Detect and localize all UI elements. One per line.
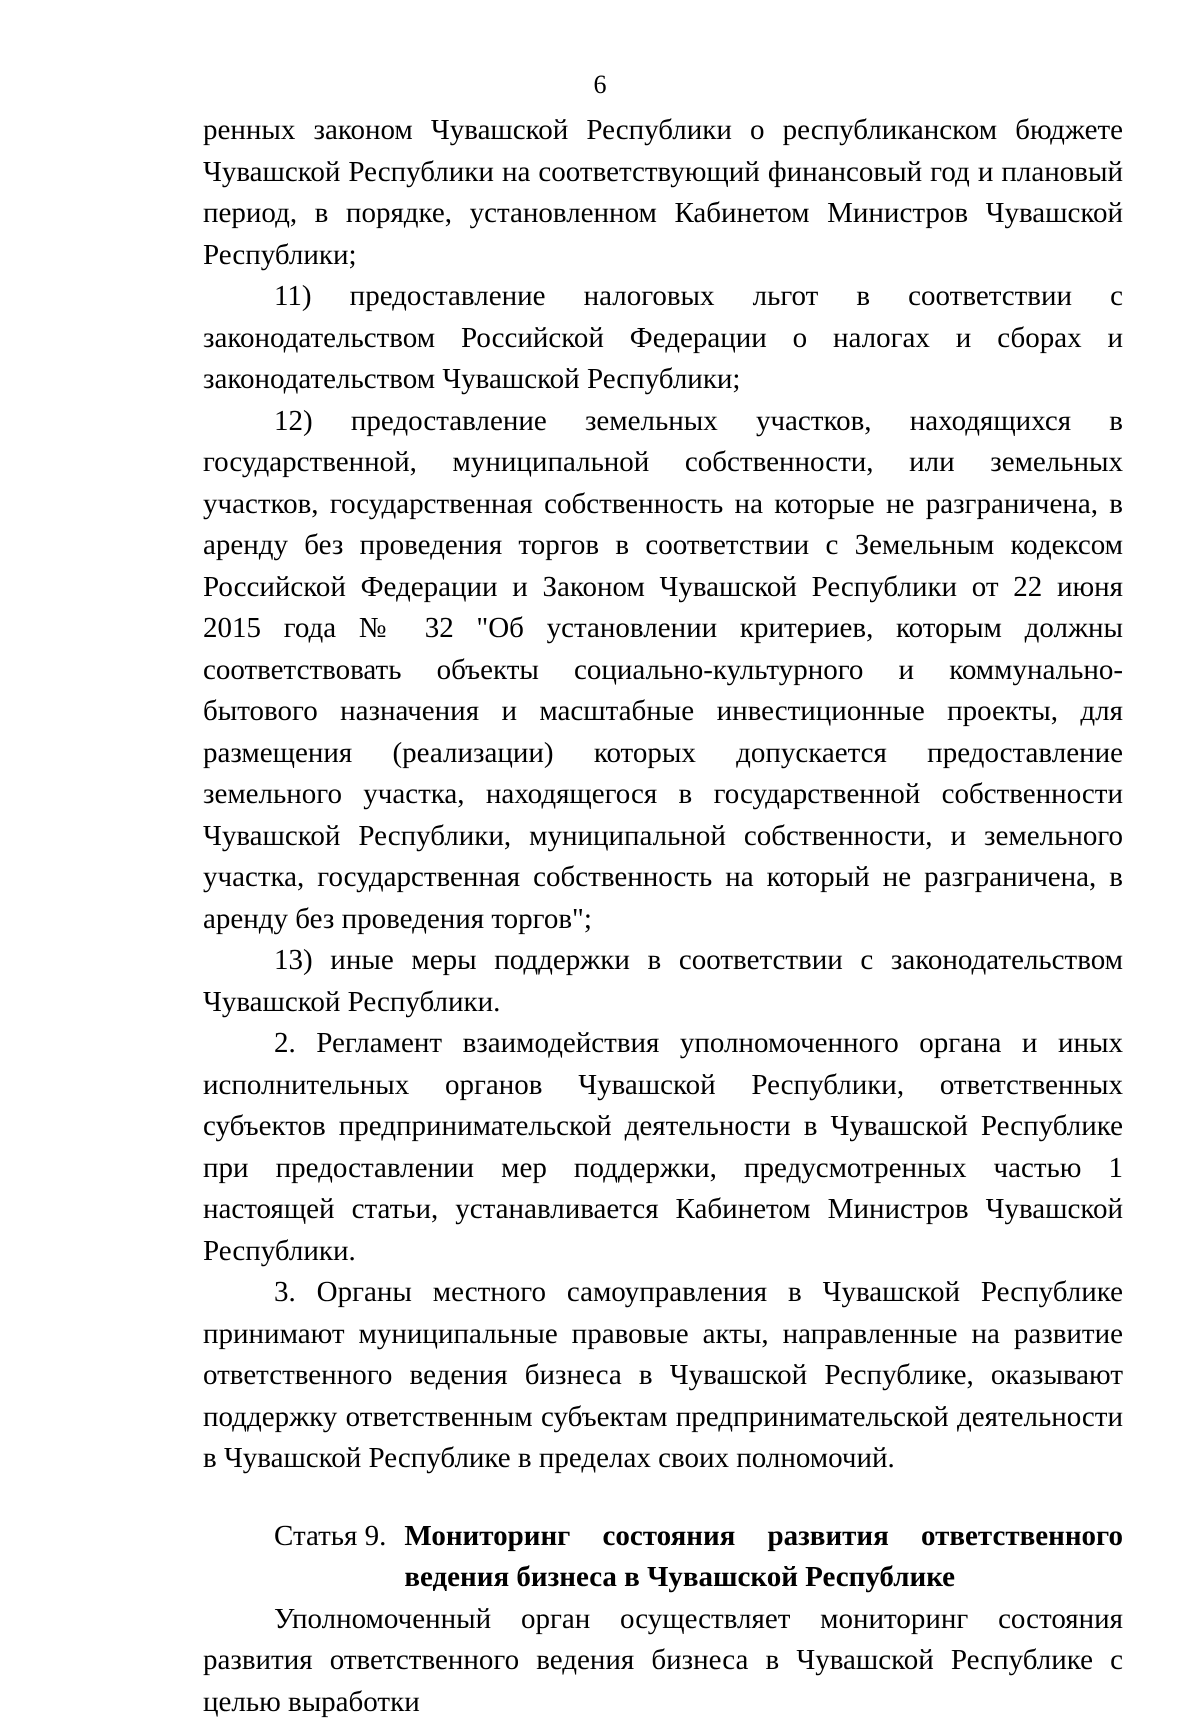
paragraph-item-13: 13) иные меры поддержки в соответствии с законодательством Чувашской Республики. — [203, 940, 1123, 1023]
paragraph-continuation: ренных законом Чувашской Республики о республиканском бюджете Чувашской Республики на соответствующий финансовый год и плановый период, в порядке, установленном Кабинетом Министров Чувашской Республики; — [203, 110, 1123, 276]
article-label: Статья 9. — [274, 1516, 386, 1558]
document-body — [203, 110, 1123, 1723]
article-heading — [203, 1516, 1123, 1599]
article-body-paragraph: Уполномоченный орган осуществляет мониторинг состояния развития ответственного ведения бизнеса в Чувашской Республике с целью выработки — [203, 1599, 1123, 1723]
page-number: 6 — [0, 68, 1200, 102]
article-title: Мониторинг состояния развития ответственного ведения бизнеса в Чувашской Республике — [404, 1516, 1123, 1599]
paragraph-part-3: 3. Органы местного самоуправления в Чувашской Республике принимают муниципальные правовые акты, направленные на развитие ответственного ведения бизнеса в Чувашской Республике, оказывают поддержку ответственным субъектам предпринимательской деятельности в Чувашской Республике в пределах своих полномочий. — [203, 1272, 1123, 1480]
paragraph-part-2: 2. Регламент взаимодействия уполномоченного органа и иных исполнительных органов Чувашской Республики, ответственных субъектов предпринимательской деятельности в Чувашской Республике при предоставлении мер поддержки, предусмотренных частью 1 настоящей статьи, устанавливается Кабинетом Министров Чувашской Республики. — [203, 1023, 1123, 1272]
paragraph-item-11: 11) предоставление налоговых льгот в соответствии с законодательством Российской Федерации о налогах и сборах и законодательством Чувашской Республики; — [203, 276, 1123, 401]
paragraph-item-12: 12) предоставление земельных участков, находящихся в государственной, муниципальной собственности, или земельных участков, государственная собственность на которые не разграничена, в аренду без проведения торгов в соответствии с Земельным кодексом Российской Федерации и Законом Чувашской Республики от 22 июня 2015 года № 32 "Об установлении критериев, которым должны соответствовать объекты социально-культурного и коммунально-бытового назначения и масштабные инвестиционные проекты, для размещения (реализации) которых допускается предоставление земельного участка, находящегося в государственной собственности Чувашской Республики, муниципальной собственности, и земельного участка, государственная собственность на который не разграничена, в аренду без проведения торгов"; — [203, 401, 1123, 941]
